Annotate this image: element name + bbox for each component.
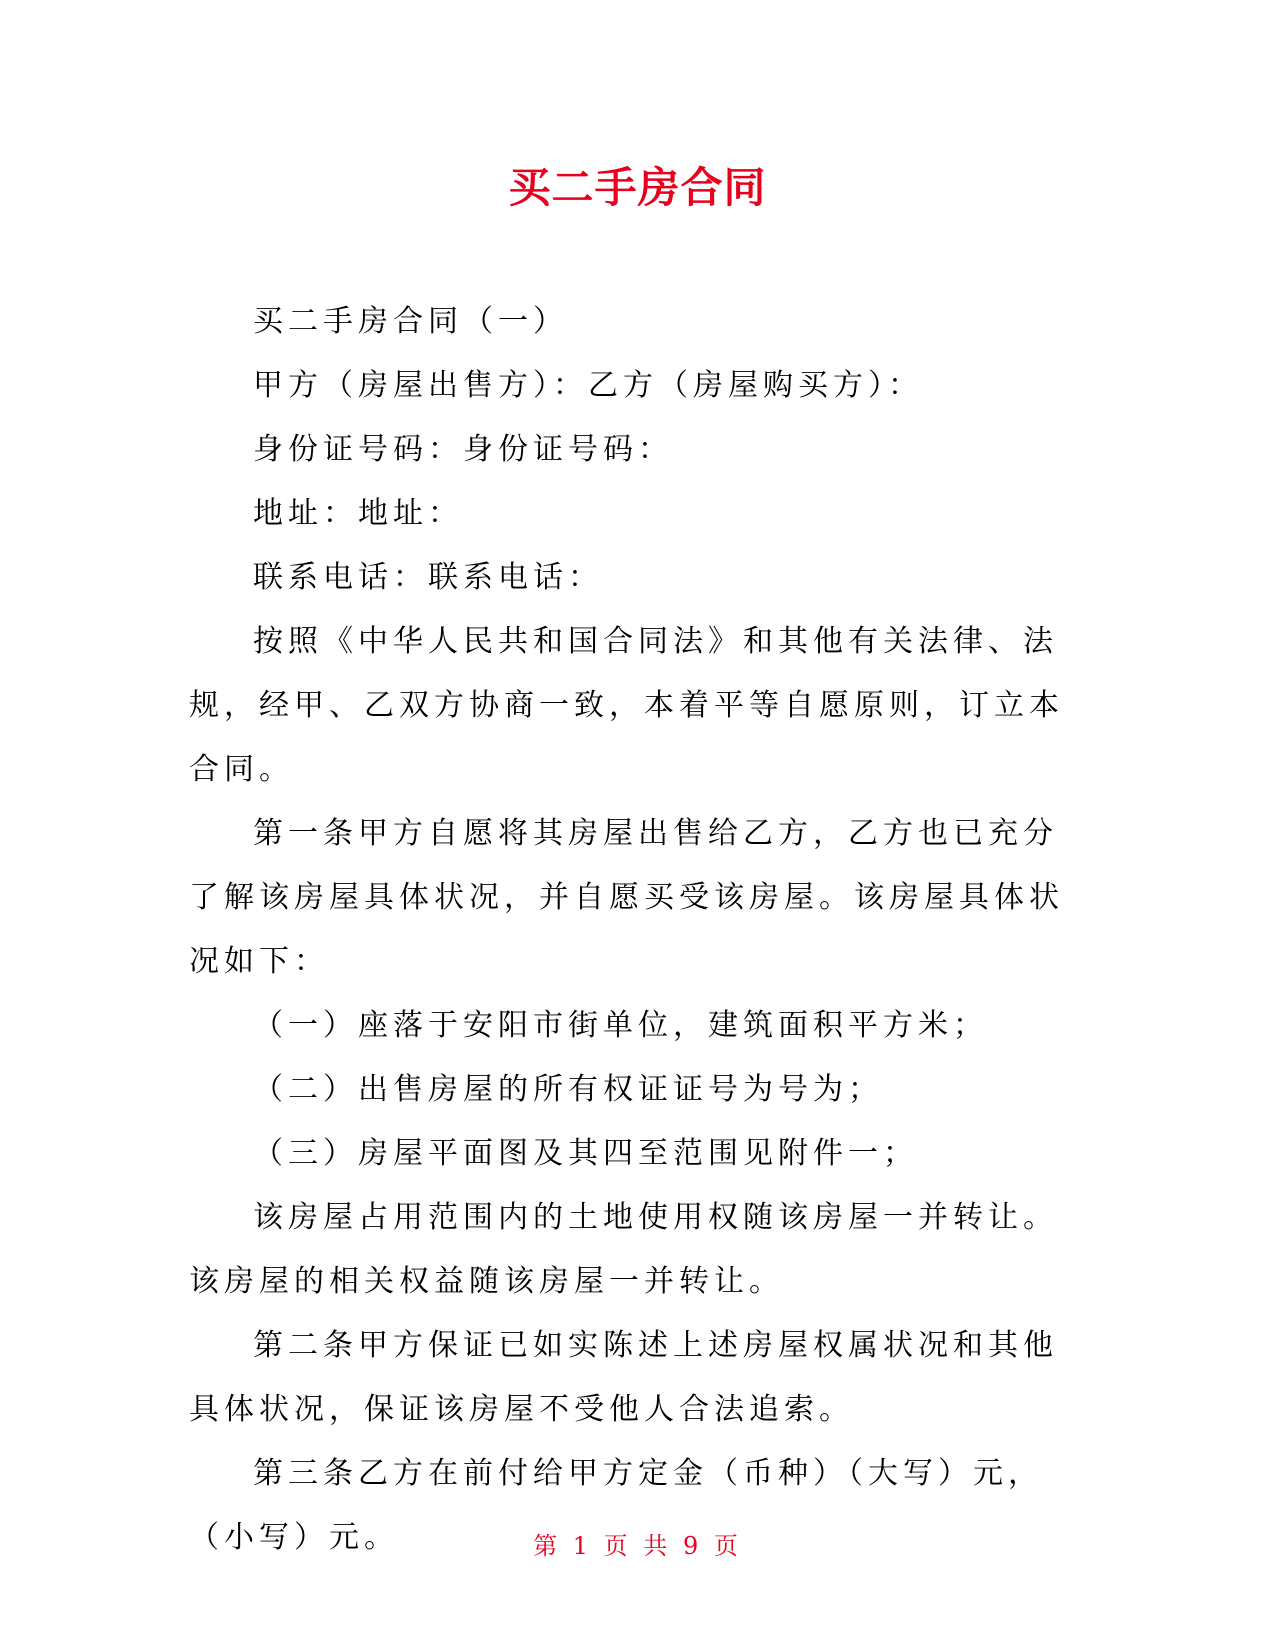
- paragraph-article-2: 第二条甲方保证已如实陈述上述房屋权属状况和其他具体状况，保证该房屋不受他人合法追索。: [189, 1328, 1058, 1427]
- paragraph-article-1: 第一条甲方自愿将其房屋出售给乙方，乙方也已充分了解该房屋具体状况，并自愿买受该房屋。该房屋具体状况如下：: [189, 816, 1064, 979]
- paragraph-item-3: （三）房屋平面图及其四至范围见附件一；: [253, 1136, 918, 1171]
- paragraph-article-3: 第三条乙方在前付给甲方定金（币种）（大写）元，（小写）元。: [189, 1456, 1043, 1555]
- document-title: 买二手房合同: [508, 163, 767, 212]
- paragraph-phones: 联系电话：联系电话：: [253, 560, 603, 595]
- paragraph-id-numbers: 身份证号码：身份证号码：: [253, 432, 673, 467]
- paragraph-parties: 甲方（房屋出售方）：乙方（房屋购买方）：: [253, 368, 923, 403]
- paragraph-preamble: 按照《中华人民共和国合同法》和其他有关法律、法规，经甲、乙双方协商一致，本着平等自愿原则，订立本合同。: [189, 624, 1064, 787]
- paragraph-contract-heading: 买二手房合同（一）: [253, 304, 568, 339]
- paragraph-item-1: （一）座落于安阳市街单位，建筑面积平方米；: [253, 1008, 988, 1043]
- document-body: [189, 290, 1089, 1570]
- paragraph-land-rights: 该房屋占用范围内的土地使用权随该房屋一并转让。该房屋的相关权益随该房屋一并转让。: [189, 1200, 1058, 1299]
- paragraph-item-2: （二）出售房屋的所有权证证号为号为；: [253, 1072, 883, 1107]
- page-number-footer: 第 1 页 共 9 页: [533, 1532, 742, 1560]
- paragraph-addresses: 地址：地址：: [253, 496, 463, 531]
